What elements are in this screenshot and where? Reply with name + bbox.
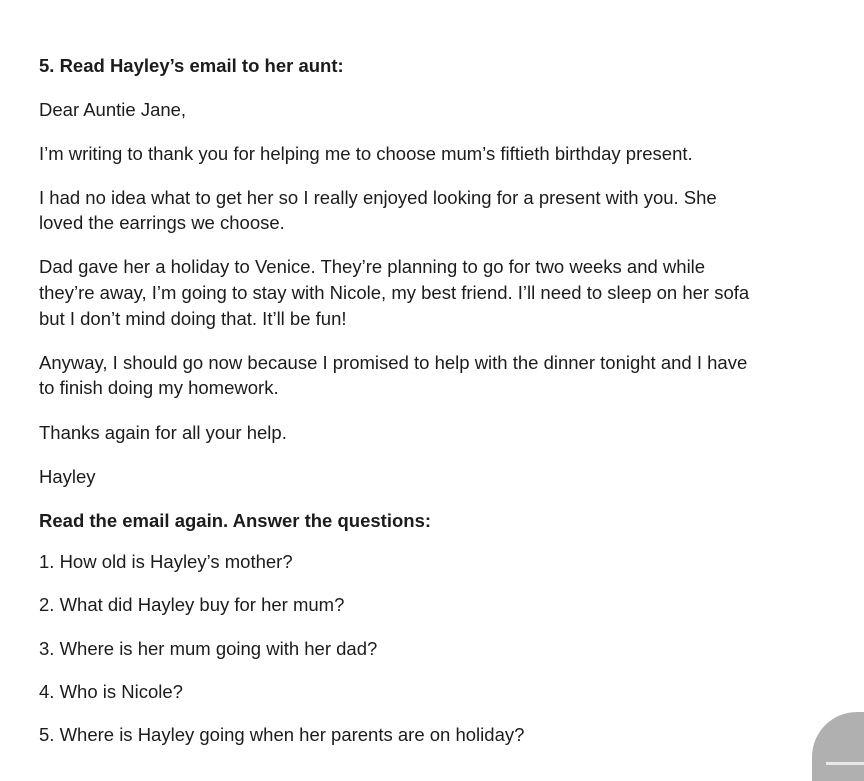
email-paragraph-4-line-2: to finish doing my homework. xyxy=(39,377,279,398)
email-paragraph-1-line-1: I’m writing to thank you for helping me to choose mum’s fiftieth birthday present. xyxy=(39,143,693,164)
exercise-heading: 5. Read Hayley’s email to her aunt: xyxy=(39,55,344,76)
email-paragraph-4-line-1: Anyway, I should go now because I promised to help with the dinner tonight and I have xyxy=(39,352,748,373)
email-paragraph-2-line-1: I had no idea what to get her so I really enjoyed looking for a present with you. She xyxy=(39,187,717,208)
email-paragraph-3-line-2: they’re away, I’m going to stay with Nicole, my best friend. I’ll need to sleep on her sofa xyxy=(39,282,750,303)
question-5: 5. Where is Hayley going when her parents are on holiday? xyxy=(39,724,525,745)
corner-handle-bar xyxy=(826,762,864,765)
email-paragraph-5-line-1: Thanks again for all your help. xyxy=(39,422,287,443)
question-2: 2. What did Hayley buy for her mum? xyxy=(39,594,345,615)
question-3: 3. Where is her mum going with her dad? xyxy=(39,638,378,659)
email-paragraph-3-line-3: but I don’t mind doing that. It’ll be fun! xyxy=(39,308,347,329)
corner-overlay-button[interactable] xyxy=(812,712,864,781)
email-paragraph-3-line-1: Dad gave her a holiday to Venice. They’re planning to go for two weeks and while xyxy=(39,256,706,277)
question-4: 4. Who is Nicole? xyxy=(39,681,183,702)
email-signature: Hayley xyxy=(39,466,96,487)
email-paragraph-2-line-2: loved the earrings we choose. xyxy=(39,212,285,233)
email-greeting: Dear Auntie Jane, xyxy=(39,99,187,120)
task-title: Read the email again. Answer the questions: xyxy=(39,510,432,531)
question-1: 1. How old is Hayley’s mother? xyxy=(39,551,293,572)
